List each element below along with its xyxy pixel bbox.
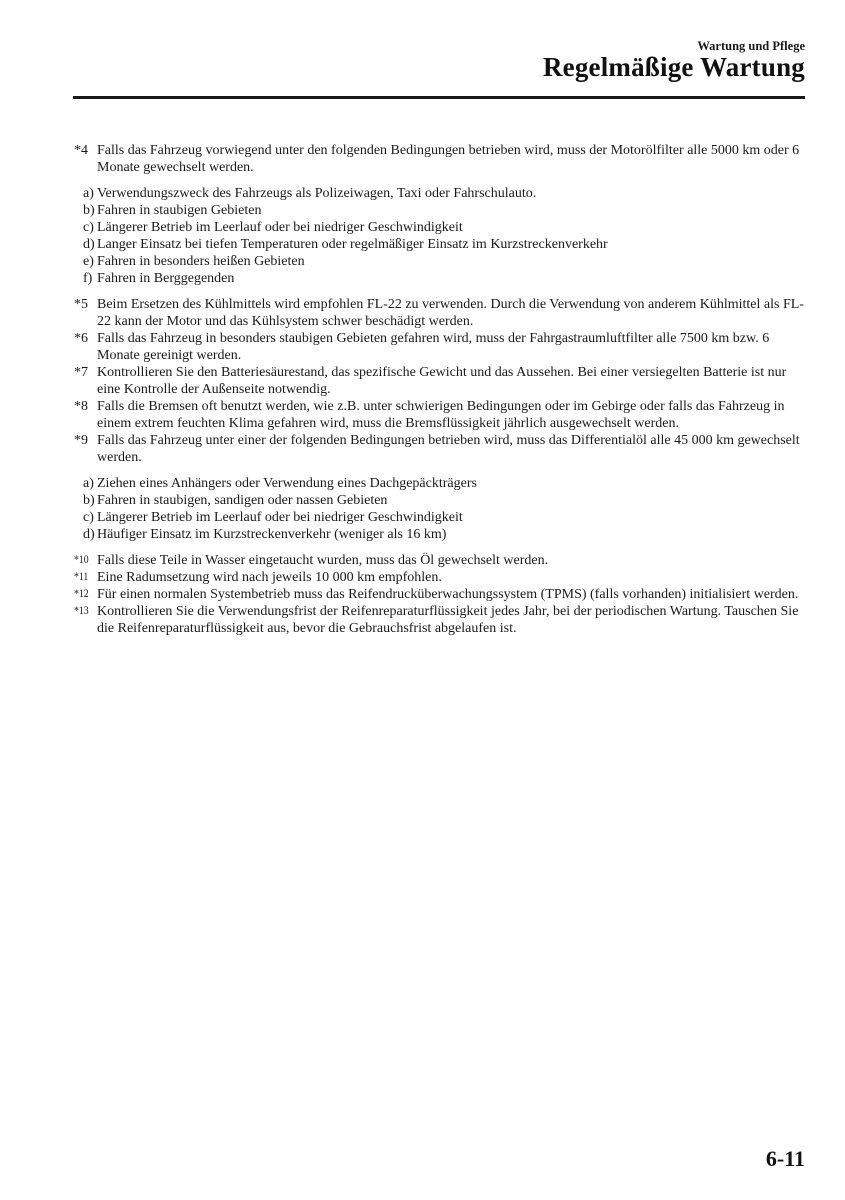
list-item	[83, 509, 809, 526]
footnote-text: Kontrollieren Sie den Batteriesäurestand, das spezifische Gewicht und das Aussehen. Bei einer versiegelten Batterie ist nur eine Kontrolle der Außenseite notwendig.	[97, 365, 787, 397]
footnote	[74, 586, 809, 603]
list-item-marker: d)	[83, 527, 95, 542]
footnote-marker: *5	[74, 297, 88, 312]
footnote-text: Kontrollieren Sie die Verwendungsfrist der Reifenreparaturflüssigkeit jedes Jahr, bei der periodischen Wartung. Tauschen Sie die Reifenreparaturflüssigkeit aus, bevor die Gebrauchsfrist abgelaufen ist.	[97, 604, 799, 636]
footnote-marker: *9	[74, 433, 88, 448]
section-label: Wartung und Pflege	[697, 39, 805, 53]
footnotes	[74, 142, 809, 637]
footnote-text: Für einen normalen Systembetrieb muss das Reifendrucküberwachungssystem (TPMS) (falls vorhanden) initialisiert werden.	[97, 587, 799, 602]
footnote-marker: *6	[74, 331, 88, 346]
footnote-text: Falls diese Teile in Wasser eingetaucht wurden, muss das Öl gewechselt werden.	[97, 553, 549, 568]
footnote-text: Falls das Fahrzeug vorwiegend unter den folgenden Bedingungen betrieben wird, muss der Motorölfilter alle 5000 km oder 6 Monate gewechselt werden.	[97, 143, 800, 175]
list-item-marker: a)	[83, 476, 94, 491]
list-item	[83, 270, 809, 287]
footnote	[74, 398, 809, 432]
list-item	[83, 219, 809, 236]
list-item-text: Ziehen eines Anhängers oder Verwendung eines Dachgepäckträgers	[97, 476, 477, 491]
footnote-text: Falls das Fahrzeug unter einer der folgenden Bedingungen betrieben wird, muss das Differentialöl alle 45 000 km gewechselt werden.	[97, 433, 800, 465]
list-item-text: Fahren in Berggegenden	[97, 271, 235, 286]
page-header	[0, 0, 845, 100]
list-item	[83, 253, 809, 270]
footnote-text: Eine Radumsetzung wird nach jeweils 10 000 km empfohlen.	[97, 570, 442, 585]
list-item-marker: b)	[83, 493, 95, 508]
footnote-text: Falls das Fahrzeug in besonders staubigen Gebieten gefahren wird, muss der Fahrgastraumluftfilter alle 7500 km bzw. 6 Monate gereinigt werden.	[97, 331, 770, 363]
list-item	[83, 475, 809, 492]
footnote-marker: *12	[74, 588, 89, 600]
list-item-text: Langer Einsatz bei tiefen Temperaturen oder regelmäßiger Einsatz im Kurzstreckenverkehr	[97, 237, 608, 252]
list-item-marker: e)	[83, 254, 94, 269]
footnote-marker: *10	[74, 554, 89, 566]
footnote-marker: *7	[74, 365, 88, 380]
page-title: Regelmäßige Wartung	[542, 52, 805, 82]
list-item-marker: b)	[83, 203, 95, 218]
list-item-text: Fahren in staubigen, sandigen oder nassen Gebieten	[97, 493, 388, 508]
list-item-marker: c)	[83, 510, 94, 525]
list-item	[83, 526, 809, 543]
footnote	[74, 552, 809, 569]
condition-list	[83, 475, 809, 543]
header-divider	[73, 96, 805, 99]
list-item-marker: a)	[83, 186, 94, 201]
footnote-marker: *8	[74, 399, 88, 414]
footnote-marker: *4	[74, 143, 88, 158]
footnote-text: Beim Ersetzen des Kühlmittels wird empfohlen FL-22 zu verwenden. Durch die Verwendung von anderem Kühlmittel als FL-22 kann der Motor und das Kühlsystem schwer beschädigt werden.	[97, 297, 804, 329]
list-item-marker: f)	[83, 271, 93, 286]
footnote	[74, 142, 809, 176]
list-item	[83, 492, 809, 509]
footnote	[74, 364, 809, 398]
list-item	[83, 236, 809, 253]
page-number: 6-11	[765, 1146, 805, 1171]
condition-list	[83, 185, 809, 287]
list-item-marker: d)	[83, 237, 95, 252]
footnote-text: Falls die Bremsen oft benutzt werden, wie z.B. unter schwierigen Bedingungen oder im Gebirge oder falls das Fahrzeug in einem extrem feuchten Klima gefahren wird, muss die Bremsflüssigkeit jährlich ausgewechselt werden.	[97, 399, 785, 431]
list-item	[83, 202, 809, 219]
list-item-text: Längerer Betrieb im Leerlauf oder bei niedriger Geschwindigkeit	[97, 220, 463, 235]
footnote-marker: *13	[74, 605, 89, 617]
footnote	[74, 569, 809, 586]
footnote	[74, 330, 809, 364]
list-item-text: Häufiger Einsatz im Kurzstreckenverkehr (weniger als 16 km)	[97, 527, 447, 542]
list-item-text: Fahren in besonders heißen Gebieten	[97, 254, 305, 269]
list-item-text: Längerer Betrieb im Leerlauf oder bei niedriger Geschwindigkeit	[97, 510, 463, 525]
list-item-text: Fahren in staubigen Gebieten	[97, 203, 262, 218]
footnote-marker: *11	[74, 571, 89, 583]
footnote	[74, 603, 809, 637]
footnote	[74, 296, 809, 330]
list-item	[83, 185, 809, 202]
footnote	[74, 432, 809, 466]
list-item-marker: c)	[83, 220, 94, 235]
list-item-text: Verwendungszweck des Fahrzeugs als Polizeiwagen, Taxi oder Fahrschulauto.	[97, 186, 537, 201]
